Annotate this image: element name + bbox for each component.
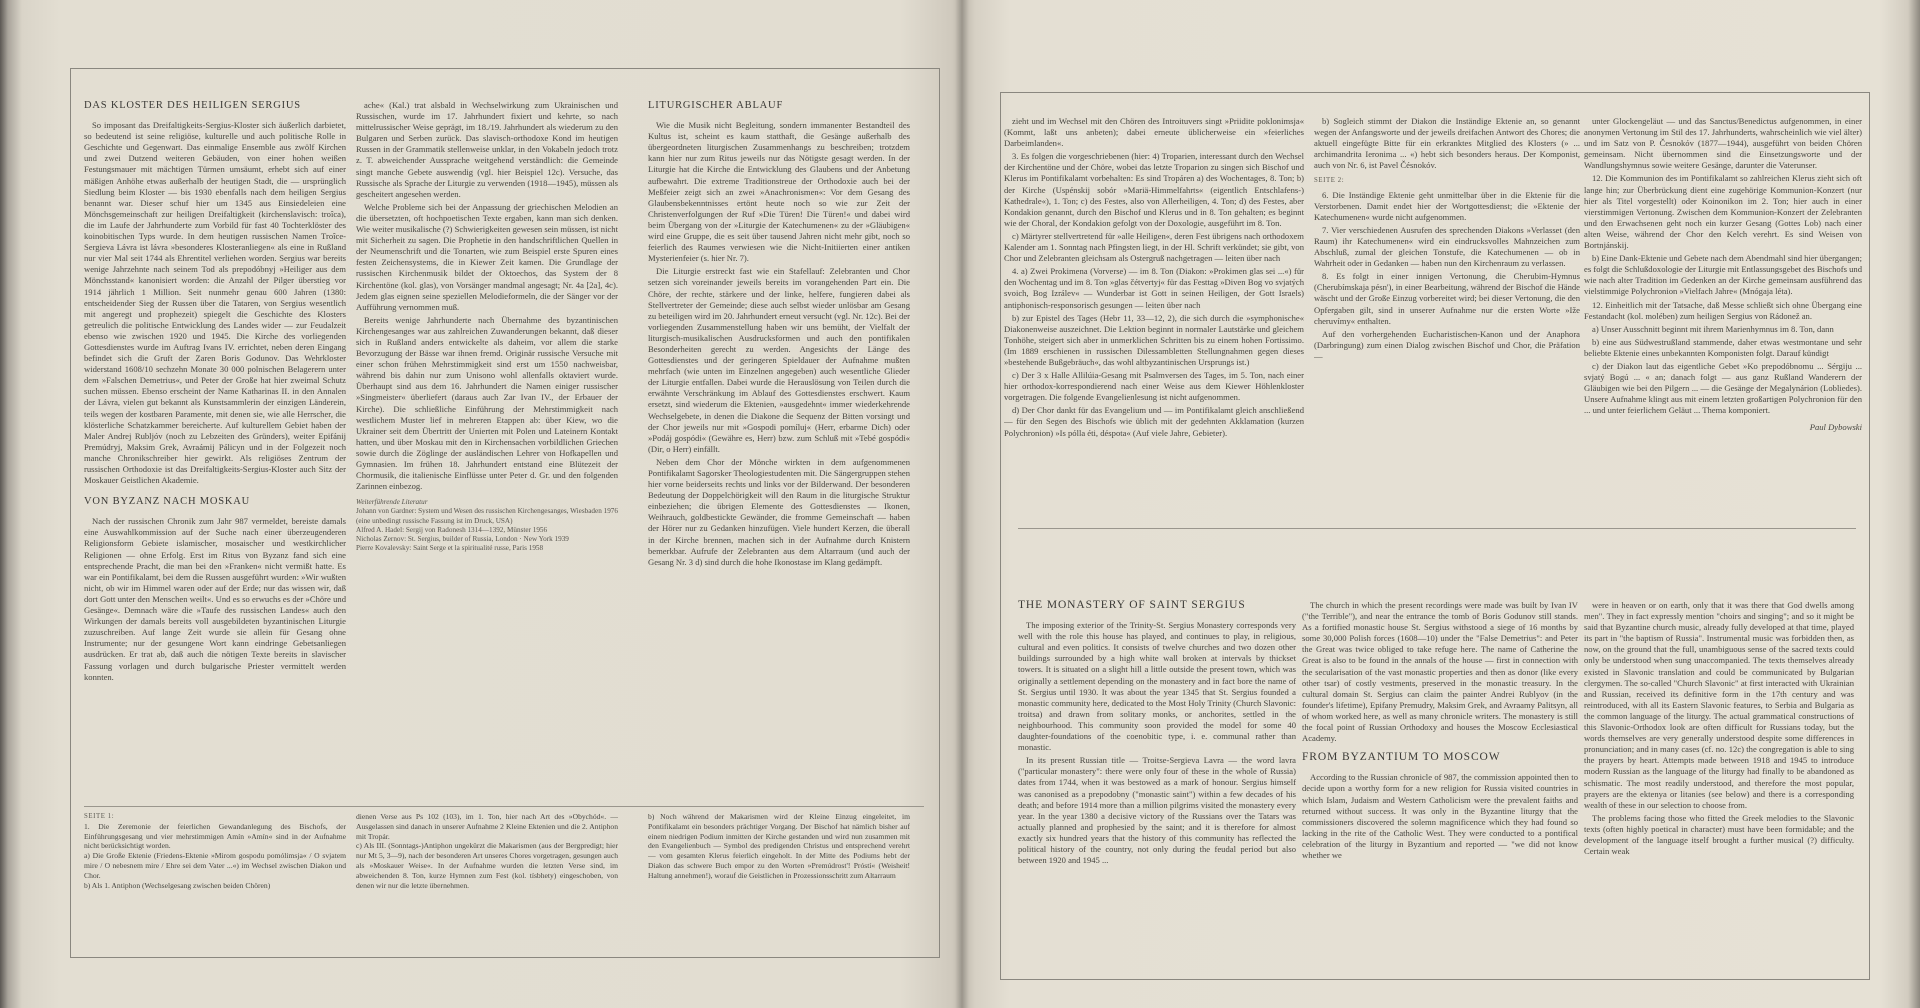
left-column-3 xyxy=(648,100,910,790)
paragraph: b) eine aus Südwestrußland stammende, daher etwas westmontane und sehr beliebte Ektenie eines unbekannten Komponisten folgt. Darauf kündigt xyxy=(1584,336,1862,358)
paragraph: Nach der russischen Chronik zum Jahr 987 vermeldet, bereiste damals eine Auswahlkommission auf der Suche nach einer überzeugenderen Religionsform Gebiete islamischer, mosaischer und westkirchlicher Religionen — ohne Erfolg. Erst im Ritus von Byzanz fand sich eine entsprechende Pracht, die man bei den »Franken« nicht vermißt hatte. Es war ein Pontifikalamt, bei dem die Russen ausgeführt wurden: »Wir wußten nicht, ob wir im Himmel waren oder auf der Erde; nur das wissen wir, daß dort Gott unter den Menschen weilt«. Und es so erwuchs es der »Chöre und Gesänge«. Demnach wäre die »Taufe des russischen Landes« auch den Wirkungen der damals bereits voll ausgebildeten byzantinischen Liturgie zuzuschreiben. Auf lange Zeit wurde sie allein für Gesang ohne Instrumente; nur der gesungene Wort kann eindringe Gebetsanliegen ausdrücken. Er trat ab, daß auch die nötigen Texte bereits in slavischer Fassung vorlagen und durch bulgarische Priester vermittelt werden konnten. xyxy=(84,516,346,682)
paragraph: Die Liturgie erstreckt fast wie ein Stafellauf: Zelebranten und Chor setzen sich voreinander jeweils bereits im vorangehenden Part ein. Die Chöre, der rechte, stärkere und der linke, helfere, fungieren dabei als Stellvertreter der Gemeinde; diese auch selbst wieder unlösbar am Gesang zu beteiligen wird im 20. Jahrhundert erneut versucht (vgl. Nr. 12c). Bei der vorliegenden Zusammenstellung haben wir uns bemüht, der Vielfalt der liturgisch-musikalischen Ausdrucksformen und auch den pontifikalen Besonderheiten gerecht zu werden. Angesichts der Länge des Gottesdienstes und der geringeren Spieldauer der Aufnahme mußten mehrfach (wie unten im Einzelnen angegeben) auch wesentliche Glieder der Liturgie entfallen. Dabei wurde die Herauslösung von Teilen durch die erwähnte Verschränkung im Ablauf des Gottesdienstes erschwert. Kaum ersetzt, sind wiederum die Ektenien, »ausgedehnt« immer wiederkehrende Wechselgebete, in denen die Diakone die Sequenz der Bitten vorsingt und der Chor jeweils nur mit »Gospodi pomíluj« (Herr, erbarme Dich) oder »Podáj gospódi« (Gewähre es, Herr) bzw. zum Schluß mit »Tebé gospódi« (Dir, o Herr) einfällt. xyxy=(648,266,910,454)
paragraph: c) Märtyrer stellvertretend für »alle Heiligen«, deren Fest übrigens nach orthodoxem Kalender am 1. Sonntag nach Pfingsten liegt, in der Hl. Schrift verkündet; sie gibt, von Chor und Zelebranten gleichsam als Ostergruß nachgetragen — leiten über nach xyxy=(1004,230,1304,264)
paragraph: a) Die Große Ektenie (Friedens-Ektenie »Mirom gospodu pomólimsja« / O svjatem mire / O nebesnem mire / Ehre sei dem Vater ...«) im Wechsel zwischen Diakon und Chor. xyxy=(84,851,346,880)
paragraph: Nicholas Zernov: St. Sergius, builder of Russia, London · New York 1939 xyxy=(356,535,569,544)
paragraph: 1. Die Zeremonie der feierlichen Gewandanlegung des Bischofs, der Einführungsgesang und vier mehrstimmigen Amín »Amín« sind in der Aufnahme nicht berücksichtigt worden. xyxy=(84,821,346,851)
right-top-column-1 xyxy=(1004,116,1304,526)
body-text xyxy=(648,120,910,568)
footnote-text xyxy=(648,812,910,881)
section-divider xyxy=(1018,528,1856,529)
references-block xyxy=(356,498,618,553)
paragraph: b) zur Epistel des Tages (Hebr 11, 33—12, 2), die sich durch die »symphonische« Diakonenweise auszeichnet. Die Lektion beginnt in normaler Lautstärke und gleichem Tonhöhe, steigert sich aber in unmerklichen Schritten bis zu einem hohen Fortissimo. (Im 1889 erschienen in russischen Dilessambletten Stellungnahmen gegen dieses »bestehende Bußgebräuch«, das wohl altbyzantinischen Ursprungs ist.) xyxy=(1004,312,1304,367)
body-text xyxy=(1004,116,1304,439)
paragraph: Welche Probleme sich bei der Anpassung der griechischen Melodien an die übersetzten, oft hochpoetischen Texte ergaben, kann man sich denken. Wie weiter musikalische (?) Schwierigkeiten gewesen sein müssen, ist nicht mit Sicherheit zu sagen. Die Prophetie in den handschriftlichen Quellen in der Neumenschrift und die Tonarten, wie zum Beispiel erste Spuren eines festen Zeichensystems, die in Kiewer Zeit kamen. Die Grundlage der russischen Kirchenmusik bildet der Oktoechos, das System der 8 Kirchentöne (kol. glas), von Vorsänger mandmal angesagt; Nr. 4a [2a], 4c). Jedem glas eignen seine speziellen Melodieformeln, die der Sänger vor der Aufführung vernommen muß. xyxy=(356,201,618,312)
paragraph: c) Als III. (Sonntags-)Antiphon ungekürzt die Makarismen (aus der Bergpredigt; hier nur Mt 5, 3—9), nach der besonderen Art unseres Chores vorgetragen, gesungen auch als »Moskauer Weise«. In der Aufnahme wurden die letzten Verse sind, im abweichenden 8. Ton, kurze Hymnen zum Fest (kol. tísbhety) eingeschoben, von denen wir nur die letzte übernehmen. xyxy=(356,841,618,890)
right-bottom-column-1 xyxy=(1018,600,1296,962)
section-heading-monastery: THE MONASTERY OF SAINT SERGIUS xyxy=(1018,600,1246,611)
sleeve-fold xyxy=(955,0,969,1008)
paragraph: b) Eine Dank-Ektenie und Gebete nach dem Abendmahl sind hier übergangen; es folgt die Schlußdoxologie der Liturgie mit Entlassungsgebet des Bischofs und wie nach alter Tradition im Gedenken an der Kirche gemeinsam ausführend das vielstimmige Polychronion »Vielfach Jahre« (Mnógaja léta). xyxy=(1584,253,1862,297)
paragraph: The church in which the present recordings were made was built by Ivan IV ("the Terrible"), and near the entrance the tomb of Boris Godunov still stands. As a fortified monastic house St. Sergius withstood a siege of 16 months by some 30,000 Polish forces (1608—10) under the "False Demetrius": and Peter the Great was twice obliged to take refuge here. The name of Catherine the Great is also to be found in the annals of the house — first in connection with the secularisation of the vast monastic properties and then as donor (like every other tsar) of costly vestments, preserved in the monastic treasury. In the cultural domain St. Sergius can claim the painter Andrei Rublyov (in the founder's lifetime), Epifany Premudry, Maksim Grek, and Avraamy Palitsyn, all of whom worked here, as well as many chronicle writers. The monastery is still the focal point of Russian Orthodoxy and houses the Moscow Ecclesiastical Academy. xyxy=(1302,600,1578,744)
references-heading: Weiterführende Literatur xyxy=(356,498,428,507)
body-text xyxy=(1584,116,1862,416)
paragraph: a) Unser Ausschnitt beginnt mit ihrem Marienhymnus im 8. Ton, dann xyxy=(1592,323,1834,334)
paragraph: unter Glockengeläut — und das Sanctus/Benedictus aufgenommen, in einer anonymen Vertonung im Stil des 17. Jahrhunderts, wahrscheinlich wie viel älter) und im Satz von P. Česnokóv (1877—1944), ausgeführt von beiden Chören gemeinsam. Nicht übernommen sind die Einsetzungsworte und der Wandlungshymnus sowie weitere Gesänge, darunter die Vaterunser. xyxy=(1584,116,1862,171)
footnote-text xyxy=(356,812,618,890)
paragraph: According to the Russian chronicle of 987, the commission appointed then to decide upon a worthy form for a new religion for Russia visited countries in which Islam, Judaism and Western Catholicism were the prevalent faiths and returned without success. It was only in the Byzantine liturgy that the commissioners discovered the solemn magnificence which they had found so lacking in the rite of the Catholic West. They were conducted to a pontifical celebration of the liturgy in Byzantium and reported — "we did not know whether we xyxy=(1302,772,1578,860)
left-footnotes-1 xyxy=(84,812,346,947)
body-text xyxy=(84,516,346,682)
paragraph: b) Sogleich stimmt der Diakon die Inständige Ektenie an, so genannt wegen der Anfangsworte und der jeweils dreifachen Antwort des Chores; die aktuell eingefügte Bitte für ein erkranktes Mitglied des Klosters (» ... archimandrita Ieronima ... «) hebt sich besonders heraus. Der Komponist, auch von Nr. 6, ist Pavel Čésnokóv. xyxy=(1314,116,1580,171)
page-label: SEITE 1: xyxy=(84,813,115,820)
left-footnotes-3 xyxy=(648,812,910,947)
paragraph: The problems facing those who fitted the Greek melodies to the Slavonic texts (often highly poetical in character) must have been formidable; and the development of the language itself brought a further musical (?) difficulty. Certain weak xyxy=(1584,812,1854,857)
references-list xyxy=(356,507,618,553)
body-text xyxy=(1314,190,1580,362)
paragraph: 12. Einheitlich mit der Tatsache, daß Messe schließt sich ohne Übergang eine Festandacht (kol. molében) zum heiligen Sergius von Rádonež an. xyxy=(1584,299,1862,321)
paragraph: 6. Die Inständige Ektenie geht unmittelbar über in die Ektenie für die Verstorbenen. Damit endet hier der Wortgottesdienst; die »Ektenie der Katechumenen« wurde nicht aufgenommen. xyxy=(1314,189,1580,222)
paragraph: zieht und im Wechsel mit den Chören des Introituvers singt »Priidite poklonimsja« (Kommt, laßt uns anbeten); dabei erneute üblicherweise ein »feierliches Darbeimlanden«. xyxy=(1004,116,1304,149)
body-text xyxy=(356,100,618,492)
paragraph: c) Der 3 x Halle Allilúia-Gesang mit Psalmversen des Tages, im 5. Ton, nach einer hier orthodox-korrespondierend nach einer Weise aus dem Kiewer Höhlenkloster vorgetragen. Die folgende Evangelienlesung ist nicht aufgenommen. xyxy=(1004,370,1304,403)
right-top-column-2 xyxy=(1314,116,1580,526)
paragraph: The imposing exterior of the Trinity-St. Sergius Monastery corresponds very well with the role this house has played, and continues to play, in religious, cultural and even politics. It consists of twelve churches and two dozen other buildings surrounded by a high white wall broken at intervals by thickset towers. It is situated on a slight hill a little outside the present town, which was originally a settlement depending on the monastery and in fact bore the name of St. Sergius until 1930. It was about the year 1345 that St. Sergius founded a monastic community here, dedicated to the Most Holy Trinity (Church Slavonic: troitsa) and drawn from solitary monks, or anchorites, settled in the neighbourhood. This community soon provided the model for some 40 daughter-foundations of the coenobitic type, i. e. communal rather than monastic. xyxy=(1018,620,1296,753)
paragraph: Bereits wenige Jahrhunderte nach Übernahme des byzantinischen Kirchengesanges war aus zahlreichen Zuwanderungen bekannt, daß dieser sich in Rußland anders entwickelte als daheim, vor allem die starke Bevorzugung der Bässe war ihnen fremd. Originär russische Versuche mit einer schon frühen Mehrstimmigkeit sind erst um 1550 nachweisbar, während bis dahin nur zum Unisono wohl allenfalls oktaviert wurde. Überhaupt sind aus dem 16. Jahrhundert die Namen einiger russischer »Singmeister« überliefert (daraus auch Zar Ivan IV., der Erbauer der Kirche). Die schließliche Einführung der Mehrstimmigkeit nach westlichem Muster lief in mehreren Etappen ab: über Kiew, wo die Ukrainer seit dem Übertritt der Unierten mit Polen und Lateinern Kontakt hatten, und über Moskau mit den in Kirchensachen vorbildlichen Griechen sowie durch die Zöglinge der ausländischen Lehrer von Hofkapellen und Gymnasien. Im frühen 18. Jahrhundert entstand eine Blütezeit der Chormusik, die italienische Einflüsse unter Peter d. Gr. und den folgenden Zarinnen einbezog. xyxy=(356,314,618,492)
right-top-column-3 xyxy=(1584,116,1862,526)
paragraph: Alfred A. Hadel: Sergij von Radonesh 1314—1392, Münster 1956 xyxy=(356,525,548,534)
section-heading-byzanz: VON BYZANZ NACH MOSKAU xyxy=(84,496,251,508)
body-text xyxy=(1018,620,1296,866)
footnote-text xyxy=(84,822,346,891)
body-text xyxy=(1302,600,1578,744)
paragraph: b) Noch während der Makarismen wird der Kleine Einzug eingeleitet, im Pontifikalamt ein besonders prächtiger Vorgang. Der Bischof hat nämlich bisher auf einem niedrigen Podium inmitten der Kirche gestanden und wird nun zusammen mit den Evangelienbuch — Symbol des predigenden Christus und entsprechend verehrt — vom gesamten Klerus feierlich eingeholt. In der Mitte des Podiums hebt der Diakon das schwere Buch empor zu den Worten »Premúdrost'! Próstí« (Weisheit! Haltung annehmen!), worauf die Geistlichen in Prozessionsschritt zum Altarraum xyxy=(648,812,910,880)
paragraph: Pierre Kovalevsky: Saint Serge et la spiritualité russe, Paris 1958 xyxy=(356,544,544,553)
section-heading-byzantium: FROM BYZANTIUM TO MOSCOW xyxy=(1302,751,1501,764)
right-bottom-column-3 xyxy=(1584,600,1854,962)
paragraph: d) Der Chor dankt für das Evangelium und — im Pontifikalamt gleich anschließend — für den Segen des Bischofs wie üblich mit der gedehnten Akklamation (kurzen Polychronion) »Is pólla éti, déspota« (Auf viele Jahre, Gebieter). xyxy=(1004,405,1304,438)
body-text xyxy=(1302,772,1578,861)
paragraph: Johann von Gardner: System und Wesen des russischen Kirchengesanges, Wiesbaden 1976 (eine unbedingt russische Fassung ist im Druck, USA) xyxy=(356,507,618,525)
paragraph: dienen Verse aus Ps 102 (103), im 1. Ton, hier nach Art des »Obychód«. — Ausgelassen sind danach in unserer Aufnahme 2 Kleine Ektenien und die 2. Antiphon mit Tropár. xyxy=(356,812,618,841)
paragraph: Auf den vorhergehenden Eucharistischen-Kanon und der Anaphora (Darbringung) zum einen Dialog zwischen Bischof und Chor, die Präfation — xyxy=(1314,328,1580,361)
right-bottom-column-2 xyxy=(1302,600,1578,962)
body-text xyxy=(84,120,346,486)
paragraph: Wie die Musik nicht Begleitung, sondern immanenter Bestandteil des Kultus ist, scheint es kaum statthaft, die Gesänge außerhalb des übergeordneten liturgischen Zusammenhangs zu beschreiben; trotzdem kann hier nur zum Ritus jeweils nur das Nötigste gesagt werden. In der Liturgie hat die Kirche die Entwicklung des Glaubens und der Anbetung aufbewahrt. Die extreme Traditionstreue der Orthodoxie auch bei der Meßfeier zeigt sich an zwei »Anachronismen«: Vor dem Gesang des Glaubensbekenntnisses ertönt heute noch so wie zur Zeit der Christenverfolgungen der Ruf »Die Türen! Die Türen!« und dabei wird beim Übergang von der »Liturgie der Katechumenen« zu der »Gläubigen« wird eine Gruppe, die es seit über tausend Jahren nicht mehr gibt, noch so feierlich des Raumes verwiesen wie die Nicht-Initiierten einer antiken Mysterienfeier (s. hier Nr. 7). xyxy=(648,120,910,264)
paragraph: b) Als 1. Antiphon (Wechselgesang zwischen beiden Chören) xyxy=(84,880,271,890)
body-text xyxy=(1584,600,1854,857)
left-footnotes-2 xyxy=(356,812,618,947)
section-heading-kloster: DAS KLOSTER DES HEILIGEN SERGIUS xyxy=(84,100,301,111)
paragraph: 8. Es folgt in einer innigen Vertonung, die Cherubim-Hymnus (Cherubímskaja pésn'), in einer Bearbeitung, während der Bischof die Hände wäscht und der Große Einzug vorbereitet wird; bei dieser Vertonung, die den Opfergaben gilt, sind in unserer Aufnahme nur die ersten Worte »Iže cheruvímy« enthalten. xyxy=(1314,271,1580,326)
paragraph: 4. a) Zwei Prokimena (Vorverse) — im 8. Ton (Diakon: »Prokimen glas sei ...«) für den Wochentag und im 8. Ton »glas čétvertyj« für das Festtag »Diven Bog vo svjatých svoich, Bog Izrálev« — Wunderbar ist Gott in seinen Heiligen, der Gott Israels) antiphonisch-responsorisch gesungen — leiten über nach xyxy=(1004,266,1304,310)
author-signature: Paul Dybowski xyxy=(1809,422,1862,433)
paragraph: were in heaven or on earth, only that it was there that God dwells among men". They in fact expressly mention "choirs and singing"; and so it might be said that Byzantine church music, already fully developed at that time, played its part in "the baptism of Russia". Instrumental music was forbidden then, as now, on the ground that the full, unambiguous sense of the sacred texts could only be understood when sung unaccompanied. The texts themselves already existed in Slavonic translation and could be communicated by Bulgarian clergymen. The so-called "Church Slavonic" at first interacted with Ukrainian and Russian, received its definitive form in the 17th century and was reintroduced, with all its Eastern Slavonic features, to Serbia and Bulgaria as the common language of the liturgy. The actual grammatical constructions of this Slavonic-Orthodox look are often difficult for Russians today, but the words themselves are very generally understood despite some differences in pronunciation; and in many cases (cf. no. 12c) the congregation is able to sing the prayers by heart. Attempts made between 1918 and 1945 to introduce modern Russian as the language of the liturgy had finally to be abandoned as schismatic. The most readily understood, and therefore the most popular, prayers are the ektenya or litanies (see below) and there is a corresponding wealth of these in our selection to choose from. xyxy=(1584,600,1854,810)
paragraph: 7. Vier verschiedenen Ausrufen des sprechenden Diakons »Verlasset (den Raum) ihr Katechumenen« wird ein eindrucksvolles Mahnzeichen zum Abschluß, zumal der gleichen Tonstufe, die Katechumenen — ob in Wahrheit oder in Gedanken — haben nun den Kirchenraum zu verlassen. xyxy=(1314,224,1580,269)
left-column-2 xyxy=(356,100,618,780)
paragraph: c) der Diakon laut das eigentliche Gebet »Ko prepodóbnomu ... Sérgiju ... svjatý Bogú ... « an; danach folgt — aus ganz Rußland Wanderern der Gläubigen wie bei den Pilgern ... — die Gesänge der Megalynárion (Lobliedes). Unsere Aufnahme klingt aus mit einem letzten großartigen Polychronion für den ... und unter feierlichem Geläut ... Thema komponiert. xyxy=(1584,360,1862,416)
paragraph: ache« (Kal.) trat alsbald in Wechselwirkung zum Ukrainischen und Russischen, wurde im 17. Jahrhundert fixiert und kehrte, so nach mittelrussischer Weise geprägt, im 18./19. Jahrhundert als wiederum zu den Bulgaren und Serben zurück. Das slavisch-orthodoxe Kond im heutigen Russen in der Grammatik stellenweise unklar, in den Vokabeln jedoch trotz z. T. abweichender Aussprache weitgehend verständlich: die Gemeinde singt manche Gebete auswendig (vgl. hier Beispiel 12c). Versuche, das Russische als Sprache der Liturgie zu verwenden (1918—1945), müssen als gescheitert angesehen werden. xyxy=(356,100,618,199)
paragraph: So imposant das Dreifaltigkeits-Sergius-Kloster sich äußerlich darbietet, so bedeutend ist seine religiöse, kulturelle und auch politische Rolle in Geschichte und Gegenwart. Das einmalige Ensemble aus zwölf Kirchen und zwei Dutzend weiteren Gebäuden, von einer hohen weißen Festungsmauer mit mächtigen Türmen umsäumt, erhebt sich auf einer mäßigen Anhöhe etwas außerhalb der heutigen Stadt, die — ursprünglich Siedlung beim Kloster — bis 1930 ebenfalls nach dem heiligen Sergius benannt war. Dieser schuf hier um 1345 aus Einsiedeleien eine Mönchsgemeinschaft zur heiligen Dreifaltigkeit (kirchenslavisch: troîca), die im Laufe der Jahrhunderte zum Vorbild für fast 40 Tochterklöster des koinobitischen Typs wurde. In dem heutigen russischen Namen Troîce-Sergieva Lávra ist lávra »besonderes Klosteranliegen« als eine in Rußland nur vier Mal seit 1744 als Ehrentitel verliehen worden. Sergius war bereits wenige Jahrzehnte nach seinem Tod als prepodóbnyj »Heiliger aus dem Mönchsstand« kanonisiert worden: die Anzahl der Pilger überstieg vor 1914 jährlich 1 Million. Seit nunmehr genau 600 Jahren (1380: entscheidender Sieg der Russen über die Tataren, von Sergius wesentlich mit angeregt und prophezeit) spiegelt die Geschichte des Klosters getreulich die politische Entwicklung des Landes wider — zur Feudalzeit ebenso wie zwischen 1920 und 1945. Die Kirche des vorliegenden Gottesdienstes wurde im Auftrag Ivans IV. errichtet, neben deren Eingang befindet sich die Gruft der Zaren Boris Godunov. Das Wehrkloster widerstand 1608/10 sechzehn Monate 30 000 polnischen Belagerern unter dem »Falschen Demetrius«, und Peter der Große hat hier zweimal Schutz suchen müssen. Ebenso erscheint der Name Katharinas II. in den Annalen der Lávra, vielen gut bekannt als Kunstsammlerin der einzigen Länderein, teils wegen der kostbaren Paramente, mit denen sie, wie alle Herrscher, die klösterliche Schatzkammer bereicherte. Auf kulturellem Gebiet haben der Maler Andrej Rubljóv (noch zu Lebzeiten des Gründers), weiter Epifánij Premúdryj, Maksim Grek, Avraámij Pálicyn und in der Folgezeit noch manche Chronikschreiber hier gewirkt. Als religiöses Zentrum der russischen Orthodoxie ist das Dreifaltigkeits-Sergius-Kloster auch Sitz der Moskauer Geistlichen Akademie. xyxy=(84,120,346,486)
page-label: SEITE 2: xyxy=(1314,177,1345,185)
footnote-rule xyxy=(84,806,924,807)
section-heading-liturgie: LITURGISCHER ABLAUF xyxy=(648,100,784,111)
paragraph: In its present Russian title — Troitse-Sergieva Lavra — the word lavra ("particular monastery": there were only four of these in the whole of Russia) dates from 1744, when it was bestowed as a mark of honour. Sergius himself was canonised as a prepodobny ("monastic saint") within a few decades of his death; and before 1914 more than a million pilgrims visited the monastery every year. In the year 1380 a decisive victory of the Russians over the Tatars was actually planned and prophesied by the saint; and it is therefore for almost exactly six hundred years that the history of this community has reflected the political history of the country, not only during the feudal period but also between 1920 and 1945 ... xyxy=(1018,755,1296,866)
paragraph: 3. Es folgen die vorgeschriebenen (hier: 4) Troparien, interessant durch den Wechsel der Kirchentöne und der Chöre, wobei das letzte Troparion zu singen sich Bischof und Klerus im Pontifikalamt vorbehalten: Es sind Tropáren a) des Wochentages, 8. Ton; b) der Kirche (Uspénskij sobór »Mariä-Himmelfahrts« (eigentlich Entschlafens-) Kathedrale«), 1. Ton; c) des Festes, also von Allerheiligen, 4. Ton; d) des Festes, aber Kondakion genannt, durch den Bischof und Klerus und in 8. Ton gehalten; es beginnt wie der Choral, der Kondakion gefolgt von der Doxologie, ausgeführt im 8. Ton. xyxy=(1004,151,1304,228)
body-text xyxy=(1314,116,1580,171)
paragraph: 12. Die Kommunion des im Pontifikalamt so zahlreichen Klerus zieht sich oft lange hin; zur Überbrückung dient eine zugehörige Kommunion-Konzert (nur hier als Titel vorgestellt) oder Koinonikon im 2. Ton; hier auch in einer vierstimmigen Vertonung. Zwischen dem Kommunion-Konzert der Zelebranten und den Erwachsenen geht noch ein kurzer Gesang (Gottes Lob) nach einer alten Weise, während der Chor den Kelch verehrt. Es sind Weisen von Bortnjánskij. xyxy=(1584,173,1862,251)
left-column-1 xyxy=(84,100,346,800)
paragraph: Neben dem Chor der Mönche wirkten in dem aufgenommenen Pontifikalamt Sagorsker Theologiestudenten mit. Die Sängergruppen stehen hier vorne beiderseits rechts und links vor der Bilderwand. Der besonderen Bedeutung der Doppelchörigkeit will den Raum in die liturgische Struktur einbeziehen; die übrigen Elemente des Gottesdienstes — Ikonen, Weihrauch, goldbestickte Gewänder, die fromme Gemeinschaft — haben der Hörer nur zu Gedanken hinzufügen. Viele hundert Kerzen, die überall in der Kirche brennen, machen sich in der Aufnahme durch Knistern bemerkbar. Aufrufe der Zelebranten aus dem Altarraum (und auch der Gesang Nr. 3 d) sind durch die hohe Ikonostase im Klang gedämpft. xyxy=(648,456,910,567)
